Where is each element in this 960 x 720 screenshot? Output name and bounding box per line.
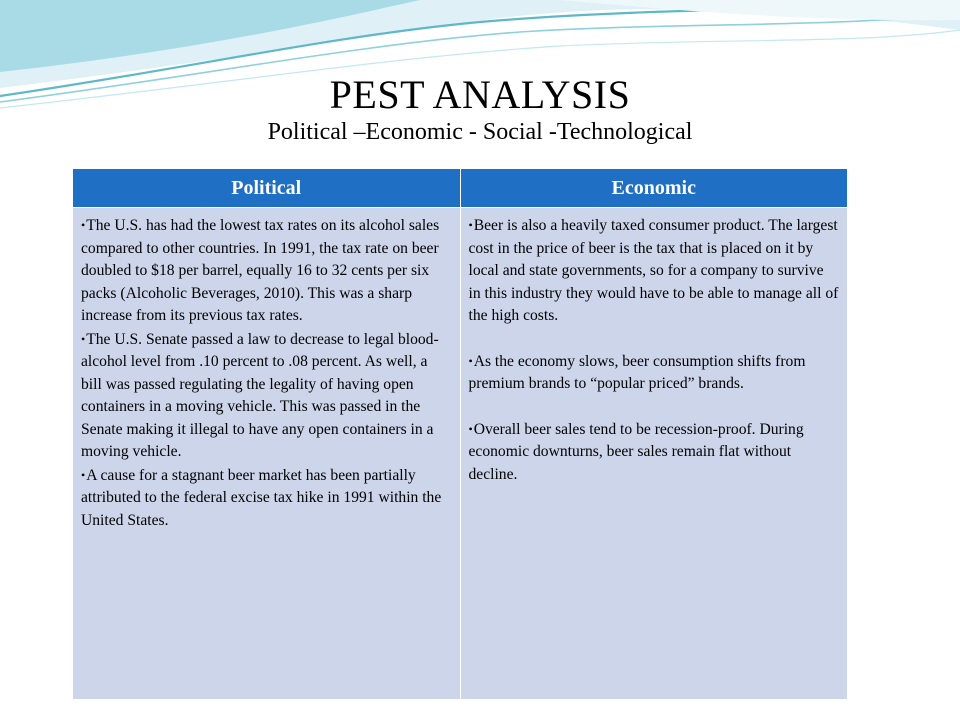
header-political: Political [73,169,461,208]
list-item [469,350,840,396]
list-item [81,214,452,328]
bullet-icon: • [468,353,473,368]
political-cell [73,208,461,700]
economic-cell [460,208,848,700]
title-block [0,72,960,146]
economic-point-2: As the economy slows, beer consumption shifts from premium brands to “popular priced” brands. [468,352,806,392]
bullet-icon: • [468,218,473,232]
pest-table [72,168,848,700]
list-item [81,328,452,464]
political-point-1: The U.S. has had the lowest tax rates on its alcohol sales compared to other countries. In 1991, the tax rate on beer doubled to $18 per barrel, equally 16 to 32 cents per six packs (Alcoholic Beverages, 2010). This was a sharp increase from its previous tax rates. [81,217,440,324]
bullet-icon: • [81,218,86,232]
economic-bullets [469,214,840,486]
table-header-row [73,169,848,208]
political-bullets [81,214,452,532]
list-item [469,214,840,328]
bullet-icon: • [81,331,86,346]
list-item [469,418,840,487]
economic-point-1: Beer is also a heavily taxed consumer product. The largest cost in the price of beer is the tax that is placed on it by local and state governments, so for a company to survive in this industry they would have to be able to manage all of the high costs. [468,217,839,324]
bullet-icon: • [468,421,473,436]
political-point-3: A cause for a stagnant beer market has been partially attributed to the federal excise tax hike in 1991 within the United States. [81,466,442,529]
bullet-icon: • [81,467,86,482]
wave-highlight [560,0,960,20]
slide-title: PEST ANALYSIS [329,72,631,117]
table-row [73,208,848,700]
header-economic: Economic [460,169,848,208]
political-point-2: The U.S. Senate passed a law to decrease to legal blood-alcohol level from .10 percent to .08 percent. As well, a bill was passed regulating the legality of having open containers in a moving vehicle. This was passed in the Senate making it illegal to have any open containers in a moving vehicle. [81,330,439,460]
slide-subtitle: Political –Economic - Social -Technological [267,119,693,145]
economic-point-3: Overall beer sales tend to be recession-proof. During economic downturns, beer sales remain flat without decline. [468,420,804,483]
list-item [81,464,452,533]
